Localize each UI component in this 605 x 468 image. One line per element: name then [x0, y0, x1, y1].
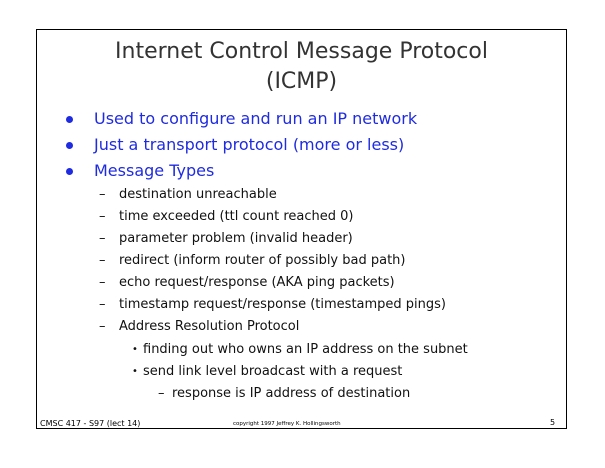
message-type-text: parameter problem (invalid header) — [119, 231, 353, 246]
bullet-dot-icon — [66, 116, 73, 123]
small-bullet-icon: • — [132, 344, 138, 355]
dash-marker: – — [99, 319, 106, 334]
bullet-text: Just a transport protocol (more or less) — [94, 135, 405, 154]
dash-marker: – — [99, 253, 106, 268]
message-type-text: time exceeded (ttl count reached 0) — [119, 209, 354, 224]
small-bullet-icon: • — [132, 366, 138, 377]
page-number: 5 — [550, 418, 556, 427]
bullet-text: Message Types — [94, 161, 215, 180]
dash-marker: – — [99, 275, 106, 290]
dash-marker: – — [99, 187, 106, 202]
message-type-text: redirect (inform router of possibly bad path) — [119, 253, 406, 268]
message-type-text: Address Resolution Protocol — [119, 319, 300, 334]
message-type-text: destination unreachable — [119, 187, 277, 202]
bullet-text: Used to configure and run an IP network — [94, 109, 418, 128]
dash-marker: – — [99, 231, 106, 246]
dash-marker: – — [99, 209, 106, 224]
bullet-dot-icon — [66, 142, 73, 149]
dash-marker: – — [99, 297, 106, 312]
arp-detail-text: response is IP address of destination — [172, 386, 411, 401]
arp-point-text: send link level broadcast with a request — [143, 364, 403, 379]
bullet-dot-icon — [66, 168, 73, 175]
arp-point-text: finding out who owns an IP address on the subnet — [143, 342, 468, 357]
slide-title-line1: Internet Control Message Protocol — [115, 39, 488, 64]
footer-copyright: copyright 1997 Jeffrey K. Hollingsworth — [233, 421, 341, 427]
message-type-text: timestamp request/response (timestamped pings) — [119, 297, 447, 312]
dash-marker: – — [158, 386, 165, 401]
message-type-text: echo request/response (AKA ping packets) — [119, 275, 395, 290]
slide-title-line2: (ICMP) — [265, 69, 338, 94]
footer-course: CMSC 417 - S97 (lect 14) — [40, 419, 141, 428]
